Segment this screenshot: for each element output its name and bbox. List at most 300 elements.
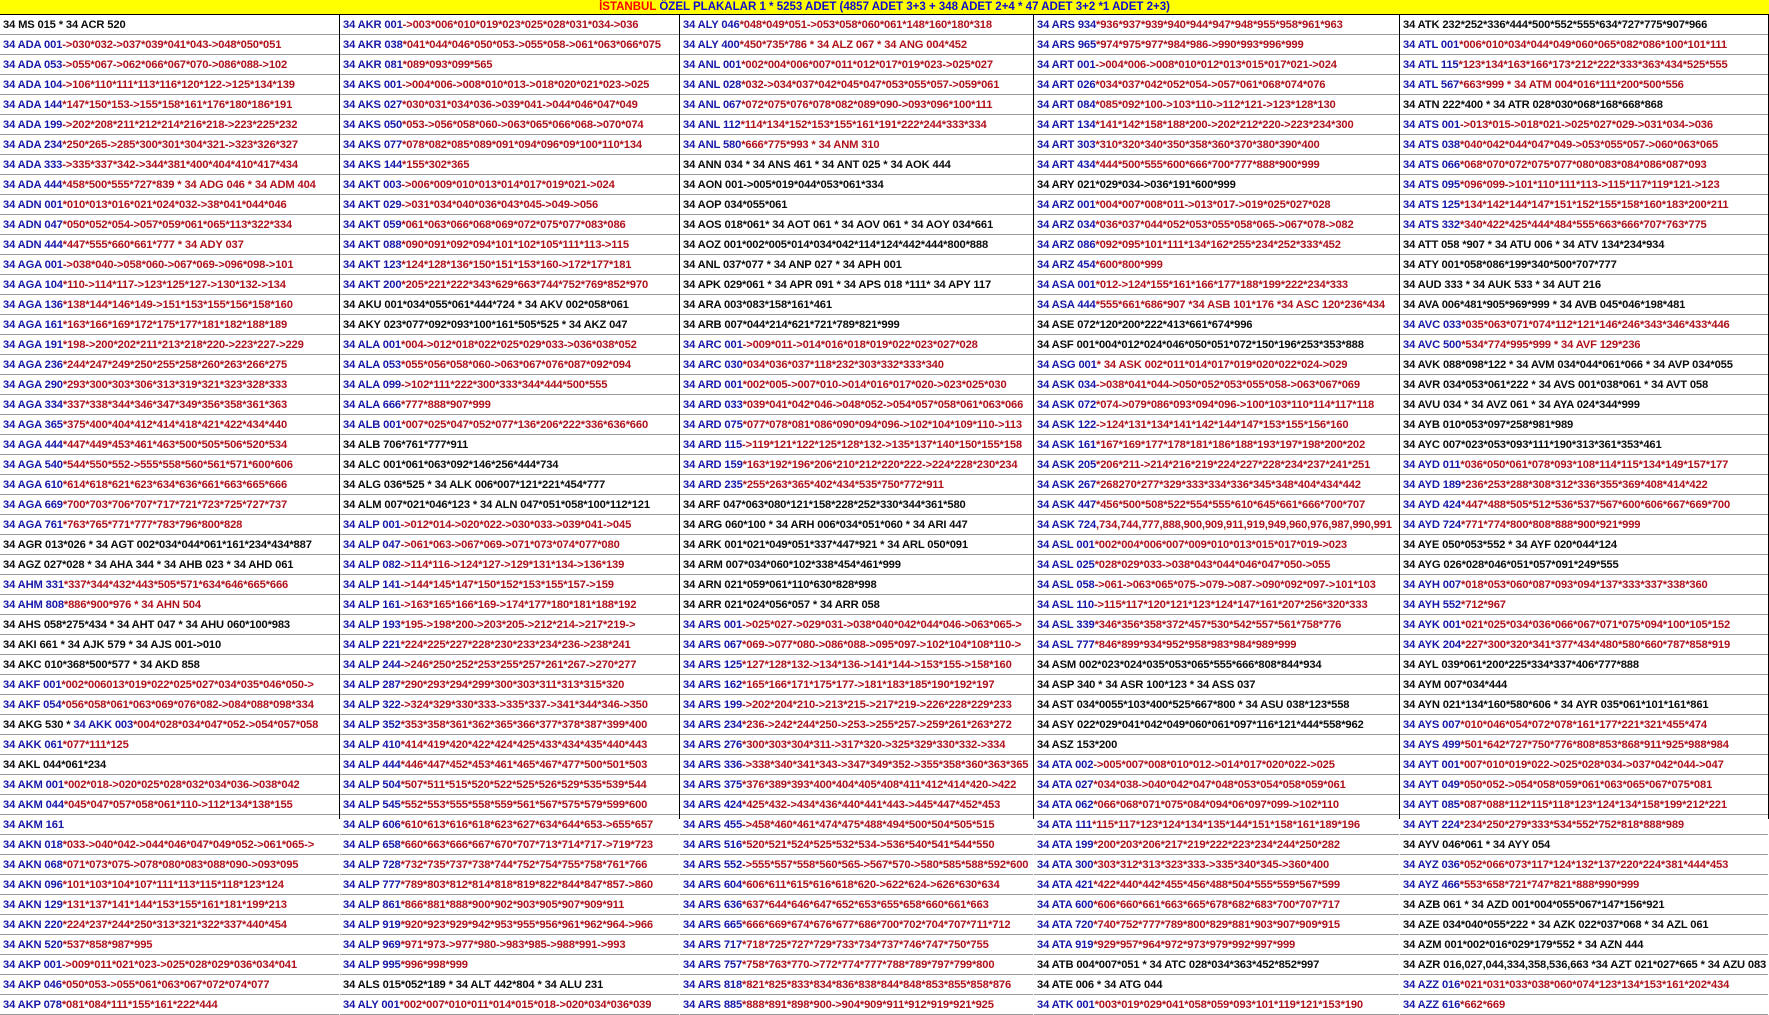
plate-numbers: *087*088*112*115*118*123*124*134*158*199*212*221 [1459,799,1727,811]
plate-row [1400,575,1768,595]
plate-series-code: 34 AYZ 036 [1403,859,1460,871]
plate-numbers: *012->124*155*161*166*177*188*199*222*234*333 [1095,279,1348,291]
plate-numbers: *712*967 [1461,599,1506,611]
plate-numbers: *092*095*101*111*134*162*255*234*252*333*452 [1095,239,1341,251]
plate-numbers: *520*521*524*525*532*534->536*540*541*544*550 [742,839,995,851]
plate-numbers: *971*973->977*980->983*985->988*991->993 [400,939,626,951]
plate-row [0,655,339,675]
plate-row [680,235,1033,255]
plate-numbers: *089*093*099*565 [402,59,493,71]
plate-numbers: *163*166*169*172*175*177*181*182*188*189 [62,319,288,331]
plate-series-code: 34 ASL 777 [1037,639,1095,651]
plate-row [340,15,679,35]
plate-row [1034,115,1399,135]
plate-row [0,115,339,135]
plate-prefix-text: 34 AUD 333 * 34 AUK 533 * 34 AUT 216 [1403,279,1601,291]
title-bar [0,0,1769,15]
plate-numbers: *034*037*042*052*054->057*061*068*074*076 [1095,79,1326,91]
plate-row [0,375,339,395]
plate-row [680,415,1033,435]
plate-numbers: *036*050*061*078*093*108*114*115*134*149*157*177 [1460,459,1729,471]
plate-row [1034,855,1399,875]
plate-prefix-text: 34 AKU 001*034*055*061*444*724 * 34 AKV 002*058*061 [343,299,629,311]
plate-series-code: 34 AKM 001 [3,779,64,791]
plate-row [1034,615,1399,635]
plate-series-code: 34 ALP 995 [343,959,401,971]
plate-numbers: *040*042*044*047*049->053*055*057->060*063*065 [1459,139,1719,151]
plate-series-code: 34 AKM 161 [3,819,64,831]
plate-numbers: ->115*117*120*121*123*124*147*161*207*256*320*333 [1093,599,1368,611]
plate-row [340,255,679,275]
plate-series-code: 34 ALP 287 [343,679,401,691]
plate-prefix-text: 34 ATB 004*007*051 * 34 ATC 028*034*363*452*852*997 [1037,959,1320,971]
plate-row [680,675,1033,695]
plate-prefix-text: 34 MS 015 * 34 ACR 520 [3,19,126,31]
plate-row [680,95,1033,115]
plate-numbers: *544*550*552->555*558*560*561*571*600*606 [62,459,293,471]
plate-row [680,815,1033,835]
plate-numbers: *041*044*046*050*053->055*058->061*063*066*075 [402,39,661,51]
plate-numbers: *147*150*153->155*158*161*176*180*186*191 [62,99,293,111]
plate-row [0,215,339,235]
plate-row [0,615,339,635]
plate-series-code: 34 ALP 444 [343,759,401,771]
plate-series-code: 34 ASK 267 [1037,479,1097,491]
plate-row [680,495,1033,515]
plate-numbers: *110->114*117->123*125*127->130*132->134 [62,279,286,291]
plate-row [680,395,1033,415]
plate-numbers: ->119*121*122*125*128*132->135*137*140*150*155*158 [742,439,1022,451]
plate-numbers: ->102*111*222*300*333*344*444*500*555 [401,379,608,391]
plate-row [1034,535,1399,555]
plate-row [1034,435,1399,455]
plate-numbers: *056*058*061*063*069*076*082->084*088*098*334 [61,699,314,711]
plate-numbers: ->006*009*010*013*014*017*019*021->024 [401,179,615,191]
plate-numbers: *165*166*171*175*177->181*183*185*190*192*197 [742,679,995,691]
plate-series-code: 34 ASL 110 [1037,599,1094,611]
plate-numbers: *077*078*081*086*090*094*096->102*104*109*110->113 [742,419,1022,431]
plate-row [340,455,679,475]
plate-row [680,895,1033,915]
plate-numbers: ->009*011*021*023->025*028*029*036*034*041 [61,959,297,971]
plate-row [340,775,679,795]
plate-row [0,235,339,255]
plate-numbers: *010*046*054*072*078*161*177*221*321*455*474 [1460,719,1708,731]
plate-row [680,195,1033,215]
plate-numbers: *134*142*144*147*151*152*155*158*160*183*200*211 [1459,199,1729,211]
plate-prefix-text: 34 ASM 002*023*024*035*053*065*555*666*808*844*934 [1037,659,1322,671]
plate-row [0,435,339,455]
plate-row [0,15,339,35]
plate-series-code: 34 ARS 717 [683,939,743,951]
plate-row [0,75,339,95]
plate-series-code: 34 ALP 161 [343,599,401,611]
plate-series-code: 34 AKN 129 [3,899,63,911]
plate-series-code: 34 AZZ 616 [1403,999,1461,1011]
plate-series-code: 34 AYK 204 [1403,639,1462,651]
plate-series-code: 34 AKN 096 [3,879,63,891]
plate-numbers: *066*068*071*075*084*094*06*097*099->102*110 [1093,799,1340,811]
plate-row [1400,535,1768,555]
plate-series-code: 34 ATS 001 [1403,119,1460,131]
plate-numbers: *096*099->101*110*111*113->115*117*119*121->123 [1459,179,1720,191]
plate-numbers: *036*037*044*052*053*055*058*065->067*078->082 [1095,219,1354,231]
plate-numbers: *061*063*066*068*069*072*075*077*083*086 [401,219,626,231]
plate-series-code: 34 ASK 447 [1037,499,1097,511]
plate-row [680,695,1033,715]
plate-row [0,575,339,595]
plate-series-code: 34 ARD 159 [683,459,743,471]
plate-series-code: 34 ARS 375 [683,779,743,791]
plate-numbers: *606*611*615*616*618*620->622*624->626*630*634 [742,879,1000,891]
plate-numbers: *777*888*907*999 [401,399,491,411]
plate-series-code: 34 ALP 082 [343,559,401,571]
plate-prefix-text: 34 ASY 022*029*041*042*049*060*061*097*116*121*444*558*962 [1037,719,1364,731]
plate-series-code: 34 ATA 002 [1037,759,1094,771]
plate-row [340,435,679,455]
plate-row [0,815,339,835]
plate-numbers: *255*263*365*402*434*535*750*772*911 [742,479,944,491]
plate-row [1400,335,1768,355]
plate-numbers: *002*004*006*007*011*012*017*019*023->025*027 [741,59,993,71]
plate-prefix-text: 34 ASE 072*120*200*222*413*661*674*996 [1037,319,1253,331]
plate-numbers: *055*056*058*060->063*067*076*087*092*094 [401,359,631,371]
plate-series-code: 34 ATA 720 [1037,919,1094,931]
plate-series-code: 34 ASK 205 [1037,459,1097,471]
plate-numbers: *007*010*019*022->025*028*034->037*042*044->047 [1459,759,1724,771]
plate-numbers: *821*825*833*834*836*838*844*848*853*855*858*876 [742,979,1012,991]
plate-numbers: *293*300*303*306*313*319*321*323*328*333 [62,379,288,391]
plate-numbers: *456*500*508*522*554*555*610*645*661*666*700*707 [1096,499,1366,511]
plate-row [1034,215,1399,235]
plate-series-code: 34 ANL 001 [683,59,742,71]
plate-numbers: *090*091*092*094*101*102*105*111*113->115 [401,239,629,251]
plate-series-code: 34 AKT 059 [343,219,402,231]
plate-series-code: 34 ARS 818 [683,979,743,991]
plate-row [680,455,1033,475]
plate-series-code: 34 ART 084 [1037,99,1096,111]
plate-row [1034,955,1399,975]
plate-numbers: *053->056*058*060->063*065*066*068->070*074 [402,119,644,131]
plate-row [1034,915,1399,935]
plate-row [1034,715,1399,735]
plate-numbers: *663*999 * 34 ATM 004*016*111*200*500*556 [1459,79,1684,91]
plate-row [0,455,339,475]
plate-numbers: *507*511*515*520*522*525*526*529*535*539*544 [400,779,647,791]
plate-series-code: 34 ALA 666 [343,399,401,411]
plate-row [0,555,339,575]
plate-numbers: *004*007*008*011->013*017->019*025*027*028 [1095,199,1331,211]
plate-numbers: ->061*063->067*069->071*073*074*077*080 [400,539,620,551]
plate-series-code: 34 ARZ 034 [1037,219,1096,231]
plate-row [0,995,339,1015]
plate-row [0,35,339,55]
plate-series-code: 34 AYD 724 [1403,519,1462,531]
plate-row [680,155,1033,175]
plate-row [340,615,679,635]
plate-row [1034,675,1399,695]
plate-row [680,15,1033,35]
plate-row [340,155,679,175]
plate-series-code: 34 AGA 444 [3,439,63,451]
plate-prefix-text: 34 AVR 034*053*061*222 * 34 AVS 001*038*061 * 34 AVT 058 [1403,379,1709,391]
plate-prefix-text: 34 ASP 340 * 34 ASR 100*123 * 34 ASS 037 [1037,679,1256,691]
plate-prefix-text: 34 AKG 530 * [3,719,74,731]
plate-row [340,355,679,375]
plate-numbers: *030*031*034*036->039*041->044*046*047*049 [402,99,638,111]
plate-row [680,175,1033,195]
plate-prefix-text: 34 AGZ 027*028 * 34 AHA 344 * 34 AHB 023 * 34 AHD 061 [3,559,294,571]
plate-series-code: 34 ARS 757 [683,959,743,971]
plate-row [1400,255,1768,275]
plate-row [0,335,339,355]
plate-numbers: ,734,744,777,888,900,909,911,919,949,960,976,987,990,991 [1096,519,1392,531]
plate-series-code: 34 AKN 220 [3,919,63,931]
plate-numbers: ->202*208*211*212*214*216*218->223*225*232 [62,119,298,131]
plate-series-code: 34 ARS 424 [683,799,743,811]
plate-numbers: *422*440*442*455*456*488*504*555*559*567*599 [1093,879,1340,891]
plate-numbers: *002*005->007*010->014*016*017*020->023*025*030 [742,379,1007,391]
plate-row [680,615,1033,635]
plate-row [680,915,1033,935]
plate-row [1400,395,1768,415]
plate-series-code: 34 ASK 122 [1037,419,1097,431]
plate-series-code: 34 ARC 001 [683,339,743,351]
plate-row [340,795,679,815]
plate-row [680,335,1033,355]
plate-row [1400,475,1768,495]
plate-row [680,555,1033,575]
plate-series-code: 34 ADA 199 [3,119,63,131]
plate-numbers: *447*449*453*461*463*500*505*506*520*534 [62,439,288,451]
plate-series-code: 34 ALP 504 [343,779,401,791]
plate-row [1034,35,1399,55]
plate-row [680,375,1033,395]
plate-numbers: *035*063*071*074*112*121*146*246*343*346*433*446 [1461,319,1730,331]
plate-row [1034,635,1399,655]
plate-row [1034,55,1399,75]
plate-numbers: *234*250*279*333*534*552*752*818*888*989 [1459,819,1684,831]
plate-numbers: *425*432->434*436*440*441*443->445*447*452*453 [742,799,1001,811]
plate-prefix-text: 34 ALB 706*761*777*911 [343,439,469,451]
plate-series-code: 34 ASA 001 [1037,279,1096,291]
plate-numbers: *034*036*037*118*232*303*332*333*340 [742,359,944,371]
plate-row [0,495,339,515]
plate-row [0,255,339,275]
plate-numbers: ->038*040->058*060->067*069->096*098->101 [62,259,294,271]
plate-series-code: 34 ALY 046 [683,19,740,31]
plate-prefix-text: 34 ARA 003*083*158*161*461 [683,299,832,311]
plate-numbers: *198->200*202*211*213*218*220->223*227->229 [62,339,304,351]
plate-row [1400,795,1768,815]
plate-series-code: 34 AKR 081 [343,59,403,71]
plate-row [1034,475,1399,495]
plate-row [0,195,339,215]
plate-numbers: *920*923*929*942*953*955*956*961*962*964->966 [400,919,653,931]
plate-prefix-text: 34 AOZ 001*002*005*014*034*042*114*124*442*444*800*888 [683,239,989,251]
plate-row [0,475,339,495]
plate-numbers: ->004*006->008*010*012*013*015*017*021->024 [1095,59,1337,71]
plate-series-code: 34 ATL 567 [1403,79,1460,91]
plate-numbers: *996*998*999 [400,959,468,971]
plate-series-code: 34 ALP 777 [343,879,401,891]
plate-series-code: 34 ATA 919 [1037,939,1094,951]
plate-series-code: 34 AKN 520 [3,939,63,951]
plate-row [680,575,1033,595]
plate-series-code: 34 ART 001 [1037,59,1096,71]
plate-prefix-text: 34 AYV 046*061 * 34 AYY 054 [1403,839,1551,851]
plate-numbers: *886*900*976 * 34 AHN 504 [63,599,201,611]
plate-row [0,295,339,315]
plate-row [1034,735,1399,755]
plate-numbers: *929*957*964*972*973*979*992*997*999 [1093,939,1296,951]
plate-prefix-text: 34 AVK 088*098*122 * 34 AVM 034*044*061*066 * 34 AVP 034*055 [1403,359,1733,371]
plate-prefix-text: 34 AYM 007*034*444 [1403,679,1508,691]
plate-series-code: 34 ADA 444 [3,179,63,191]
plate-series-code: 34 AYD 189 [1403,479,1462,491]
plate-column-5 [1400,15,1769,1011]
plate-row [1400,635,1768,655]
plate-numbers: *050*053->055*061*063*067*072*074*077 [61,979,270,991]
plate-series-code: 34 ATS 038 [1403,139,1460,151]
plate-series-code: 34 ADA 001 [3,39,63,51]
plate-series-code: 34 AHM 808 [3,599,64,611]
plate-series-code: 34 ATA 062 [1037,799,1094,811]
plate-numbers: *446*447*452*453*461*465*467*477*500*501*503 [400,759,648,771]
plate-row [340,195,679,215]
plate-numbers: *050*052->054*058*059*061*063*065*067*075*081 [1459,779,1713,791]
plate-numbers: *450*735*786 * 34 ALZ 067 * 34 ANG 004*452 [739,39,967,51]
plate-series-code: 34 ALA 053 [343,359,401,371]
plate-prefix-text: 34 ATK 232*252*336*444*500*552*555*634*727*775*907*966 [1403,19,1708,31]
plate-series-code: 34 AYH 552 [1403,599,1462,611]
plate-series-code: 34 AYT 085 [1403,799,1460,811]
plate-series-code: 34 AKT 003 [343,179,402,191]
plate-row [340,875,679,895]
plate-row [340,915,679,935]
plate-row [340,655,679,675]
plate-series-code: 34 ASA 444 [1037,299,1096,311]
plate-numbers: *200*203*206*217*219*222*223*234*244*250*282 [1093,839,1340,851]
plate-prefix-text: 34 AKL 044*061*234 [3,759,107,771]
plate-row [1400,95,1768,115]
plate-row [0,315,339,335]
plate-series-code: 34 AKK 061 [3,739,63,751]
plate-row [1400,855,1768,875]
plate-numbers: ->005*007*008*010*012->014*017*020*022->025 [1093,759,1335,771]
plate-series-code: 34 ANL 112 [683,119,741,131]
plate-series-code: 34 ARS 636 [683,899,743,911]
plate-numbers: *718*725*727*729*733*734*737*746*747*750*755 [742,939,989,951]
plate-numbers: *353*358*361*362*365*366*377*378*387*399*400 [400,719,648,731]
title-city: İSTANBUL [599,1,657,13]
plate-numbers: *195->198*200->203*205->212*214->217*219-> [400,619,636,631]
plate-series-code: 34 ALP 193 [343,619,401,631]
plate-numbers: *936*937*939*940*944*947*948*955*958*961*963 [1096,19,1343,31]
plate-row [680,75,1033,95]
plate-series-code: 34 ALP 606 [343,819,401,831]
plate-numbers: *002*018->020*025*028*032*034*036->038*042 [63,779,300,791]
plate-series-code: 34 ATA 421 [1037,879,1094,891]
plate-prefix-text: 34 AYE 050*053*552 * 34 AYF 020*044*124 [1403,539,1617,551]
plate-prefix-text: 34 ARY 021*029*034->036*191*600*999 [1037,179,1236,191]
plate-series-code: 34 AGA 610 [3,479,63,491]
plate-series-code: 34 ASL 339 [1037,619,1095,631]
plate-row [1034,775,1399,795]
plate-series-code: 34 ARS 336 [683,759,743,771]
plate-row [680,35,1033,55]
plate-series-code: 34 AYT 224 [1403,819,1460,831]
plate-row [1400,275,1768,295]
plate-numbers: *244*247*249*250*255*258*260*263*266*275 [62,359,288,371]
plate-series-code: 34 ASL 058 [1037,579,1095,591]
plate-numbers: *163*192*196*206*210*212*220*222->224*228*230*234 [742,459,1018,471]
plate-row [1034,495,1399,515]
plate-row [1400,815,1768,835]
plate-row [0,275,339,295]
plate-row [1034,75,1399,95]
plate-numbers: *346*356*358*372*457*530*542*557*561*758*776 [1094,619,1342,631]
plate-series-code: 34 AGA 191 [3,339,63,351]
plate-prefix-text: 34 AHS 058*275*434 * 34 AHT 047 * 34 AHU 060*100*983 [3,619,291,631]
plate-row [340,855,679,875]
plate-row [0,795,339,815]
plate-row [1034,15,1399,35]
plate-row [340,575,679,595]
plate-numbers: * 34 ASK 002*011*014*017*019*020*022*024->029 [1096,359,1348,371]
plate-row [0,55,339,75]
plate-row [340,415,679,435]
plate-numbers: *236*253*288*308*312*336*355*369*408*414*422 [1461,479,1708,491]
plate-row [680,115,1033,135]
plate-row [680,955,1033,975]
plate-row [680,795,1033,815]
plate-series-code: 34 ALP 322 [343,699,401,711]
plate-numbers: ->163*165*166*169->174*177*180*181*188*192 [400,599,637,611]
plate-row [680,835,1033,855]
plate-row [340,715,679,735]
plate-series-code: 34 AGA 761 [3,519,63,531]
plate-prefix-text: 34 ATT 058 *907 * 34 ATU 006 * 34 ATV 134*234*934 [1403,239,1665,251]
plate-row [1034,795,1399,815]
plate-numbers: *033->040*042->044*046*047*049*052->061*065-> [62,839,315,851]
plate-numbers: *072*075*076*078*082*089*090->093*096*100*111 [741,99,993,111]
plate-row [0,355,339,375]
plate-row [680,715,1033,735]
plate-series-code: 34 ASL 001 [1037,539,1095,551]
plate-series-code: 34 ASL 025 [1037,559,1095,571]
plate-prefix-text: 34 ARB 007*044*214*621*721*789*821*999 [683,319,900,331]
plate-row [0,775,339,795]
plate-row [340,935,679,955]
plate-row [1034,995,1399,1015]
plate-series-code: 34 AGA 136 [3,299,63,311]
plate-row [0,415,339,435]
plate-numbers: *052*066*073*117*124*132*137*220*224*381*444*453 [1459,859,1729,871]
plate-series-code: 34 AKS 050 [343,119,403,131]
plate-numbers: *637*644*646*647*652*653*655*658*660*661*663 [742,899,989,911]
plate-row [0,175,339,195]
plate-numbers: *002*006013*019*022*025*027*034*035*046*050-> [61,679,314,691]
plate-prefix-text: 34 AVU 034 * 34 AVZ 061 * 34 AYA 024*344*999 [1403,399,1640,411]
plate-numbers: *447*555*660*661*777 * 34 ADY 037 [62,239,244,251]
plate-series-code: 34 AYD 424 [1403,499,1462,511]
plate-row [1034,235,1399,255]
plate-row [340,815,679,835]
plate-series-code: 34 ATA 600 [1037,899,1094,911]
plate-prefix-text: 34 ALS 015*052*189 * 34 ALT 442*804 * 34 ALU 231 [343,979,604,991]
plate-series-code: 34 AYK 001 [1403,619,1462,631]
